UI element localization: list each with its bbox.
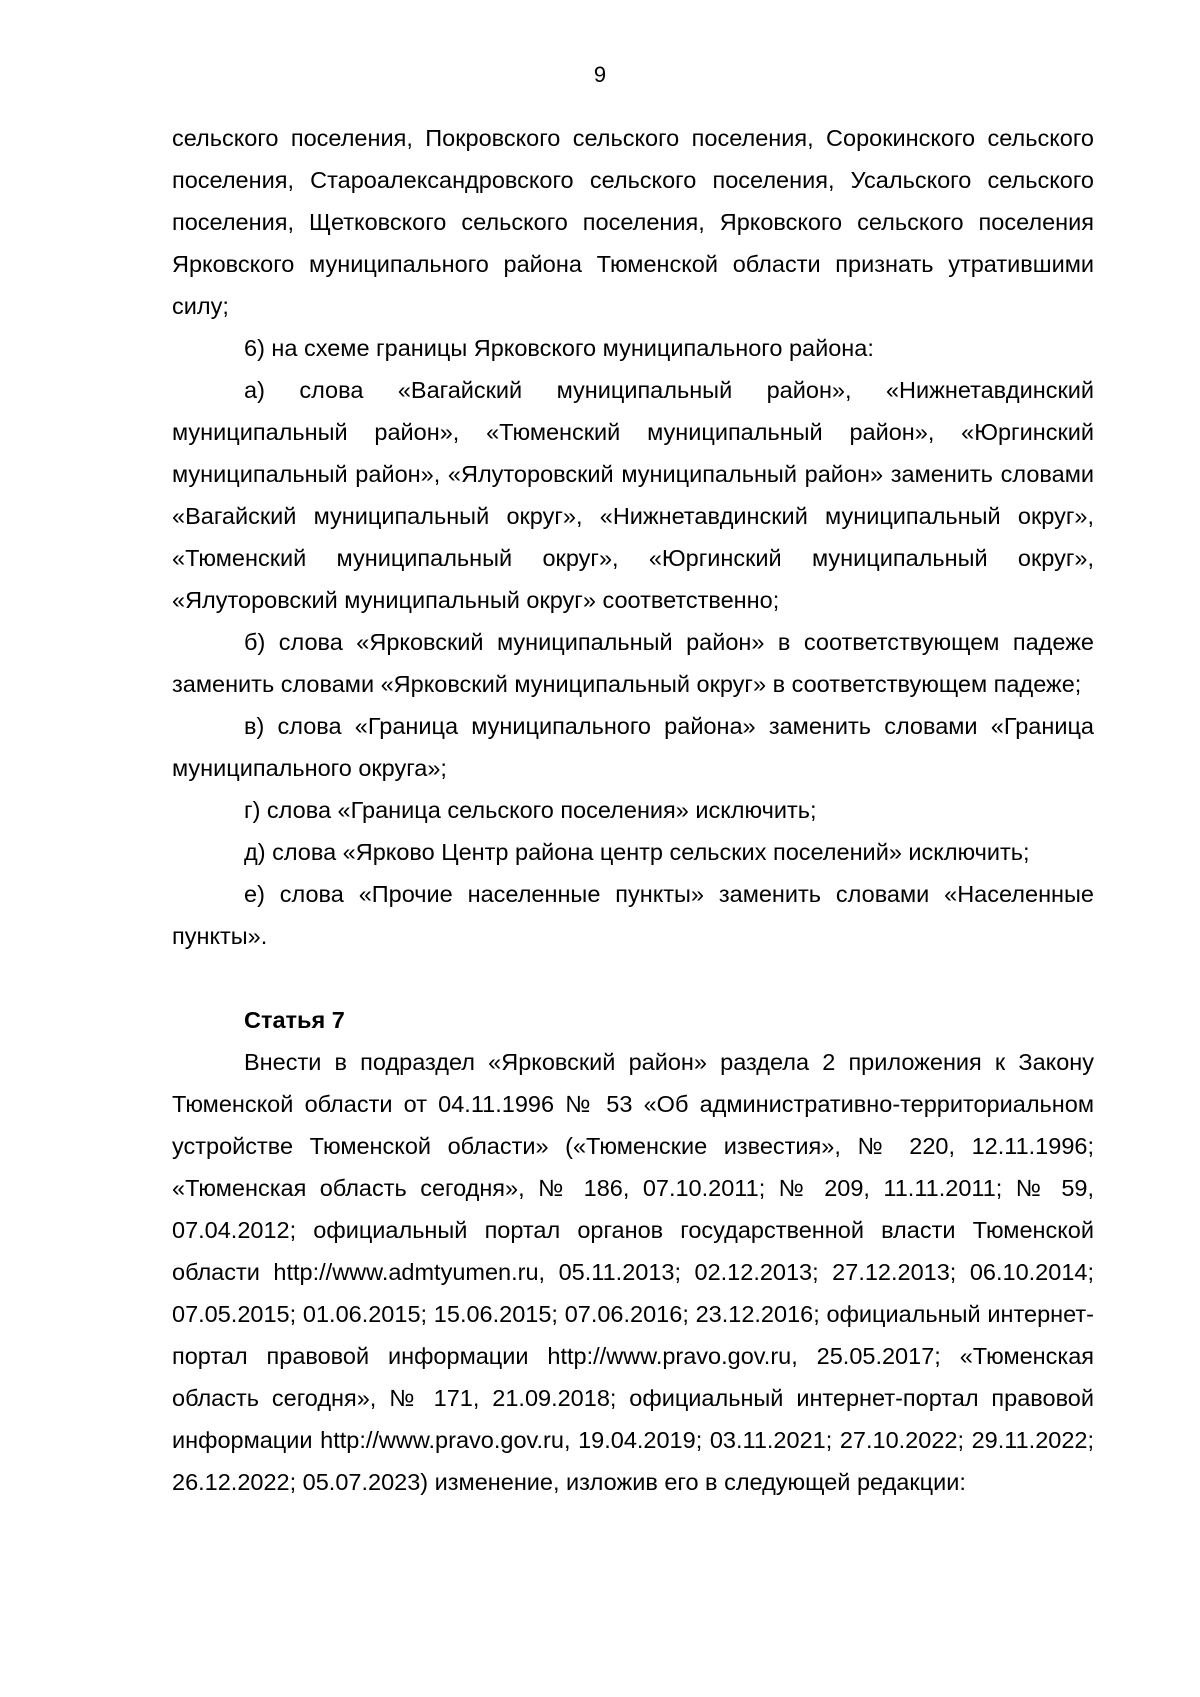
- paragraph-continuation: сельского поселения, Покровского сельского поселения, Сорокинского сельского поселения, Староалександровского сельского поселения, Усальского сельского поселения, Щетковского сельского поселения, Ярковского сельского поселения Ярковского муниципального района Тюменской области признать утратившими силу;: [172, 125, 1094, 319]
- paragraph-subitem-d: д) слова «Ярково Центр района центр сельских поселений» исключить;: [244, 839, 1030, 865]
- paragraph-article-7: Внести в подраздел «Ярковский район» раздела 2 приложения к Закону Тюменской области от 04.11.1996 № 53 «Об административно-территориальном устройстве Тюменской области» («Тюменские известия», № 220, 12.11.1996; «Тюменская область сегодня», № 186, 07.10.2011; № 209, 11.11.2011; № 59, 07.04.2012; официальный портал органов государственной власти Тюменской области http://www.admtyumen.ru, 05.11.2013; 02.12.2013; 27.12.2013; 06.10.2014; 07.05.2015; 01.06.2015; 15.06.2015; 07.06.2016; 23.12.2016; официальный интернет-портал правовой информации http://www.pravo.gov.ru, 25.05.2017; «Тюменская область сегодня», № 171, 21.09.2018; официальный интернет-портал правовой информации http://www.pravo.gov.ru, 19.04.2019; 03.11.2021; 27.10.2022; 29.11.2022; 26.12.2022; 05.07.2023) изменение, изложив его в следующей редакции:: [172, 1049, 1094, 1495]
- paragraph-item-6: 6) на схеме границы Ярковского муниципального района:: [244, 335, 874, 361]
- paragraph-subitem-a: а) слова «Вагайский муниципальный район», «Нижнетавдинский муниципальный район», «Тюменский муниципальный район», «Юргинский муниципальный район», «Ялуторовский муниципальный район» заменить словами «Вагайский муниципальный округ», «Нижнетавдинский муниципальный округ», «Тюменский муниципальный округ», «Юргинский муниципальный округ», «Ялуторовский муниципальный округ» соответственно;: [172, 377, 1094, 613]
- paragraph-subitem-v: в) слова «Граница муниципального района» заменить словами «Граница муниципального округа»;: [172, 713, 1094, 781]
- paragraph-subitem-b: б) слова «Ярковский муниципальный район» в соответствующем падеже заменить словами «Ярковский муниципальный округ» в соответствующем падеже;: [172, 629, 1094, 697]
- page-number: 9: [593, 62, 607, 87]
- section-spacer: [172, 957, 1094, 999]
- document-body: [172, 117, 1094, 1503]
- paragraph-subitem-e: е) слова «Прочие населенные пункты» заменить словами «Населенные пункты».: [172, 881, 1094, 949]
- paragraph-subitem-g: г) слова «Граница сельского поселения» исключить;: [244, 797, 817, 823]
- article-heading: Статья 7: [244, 1007, 345, 1033]
